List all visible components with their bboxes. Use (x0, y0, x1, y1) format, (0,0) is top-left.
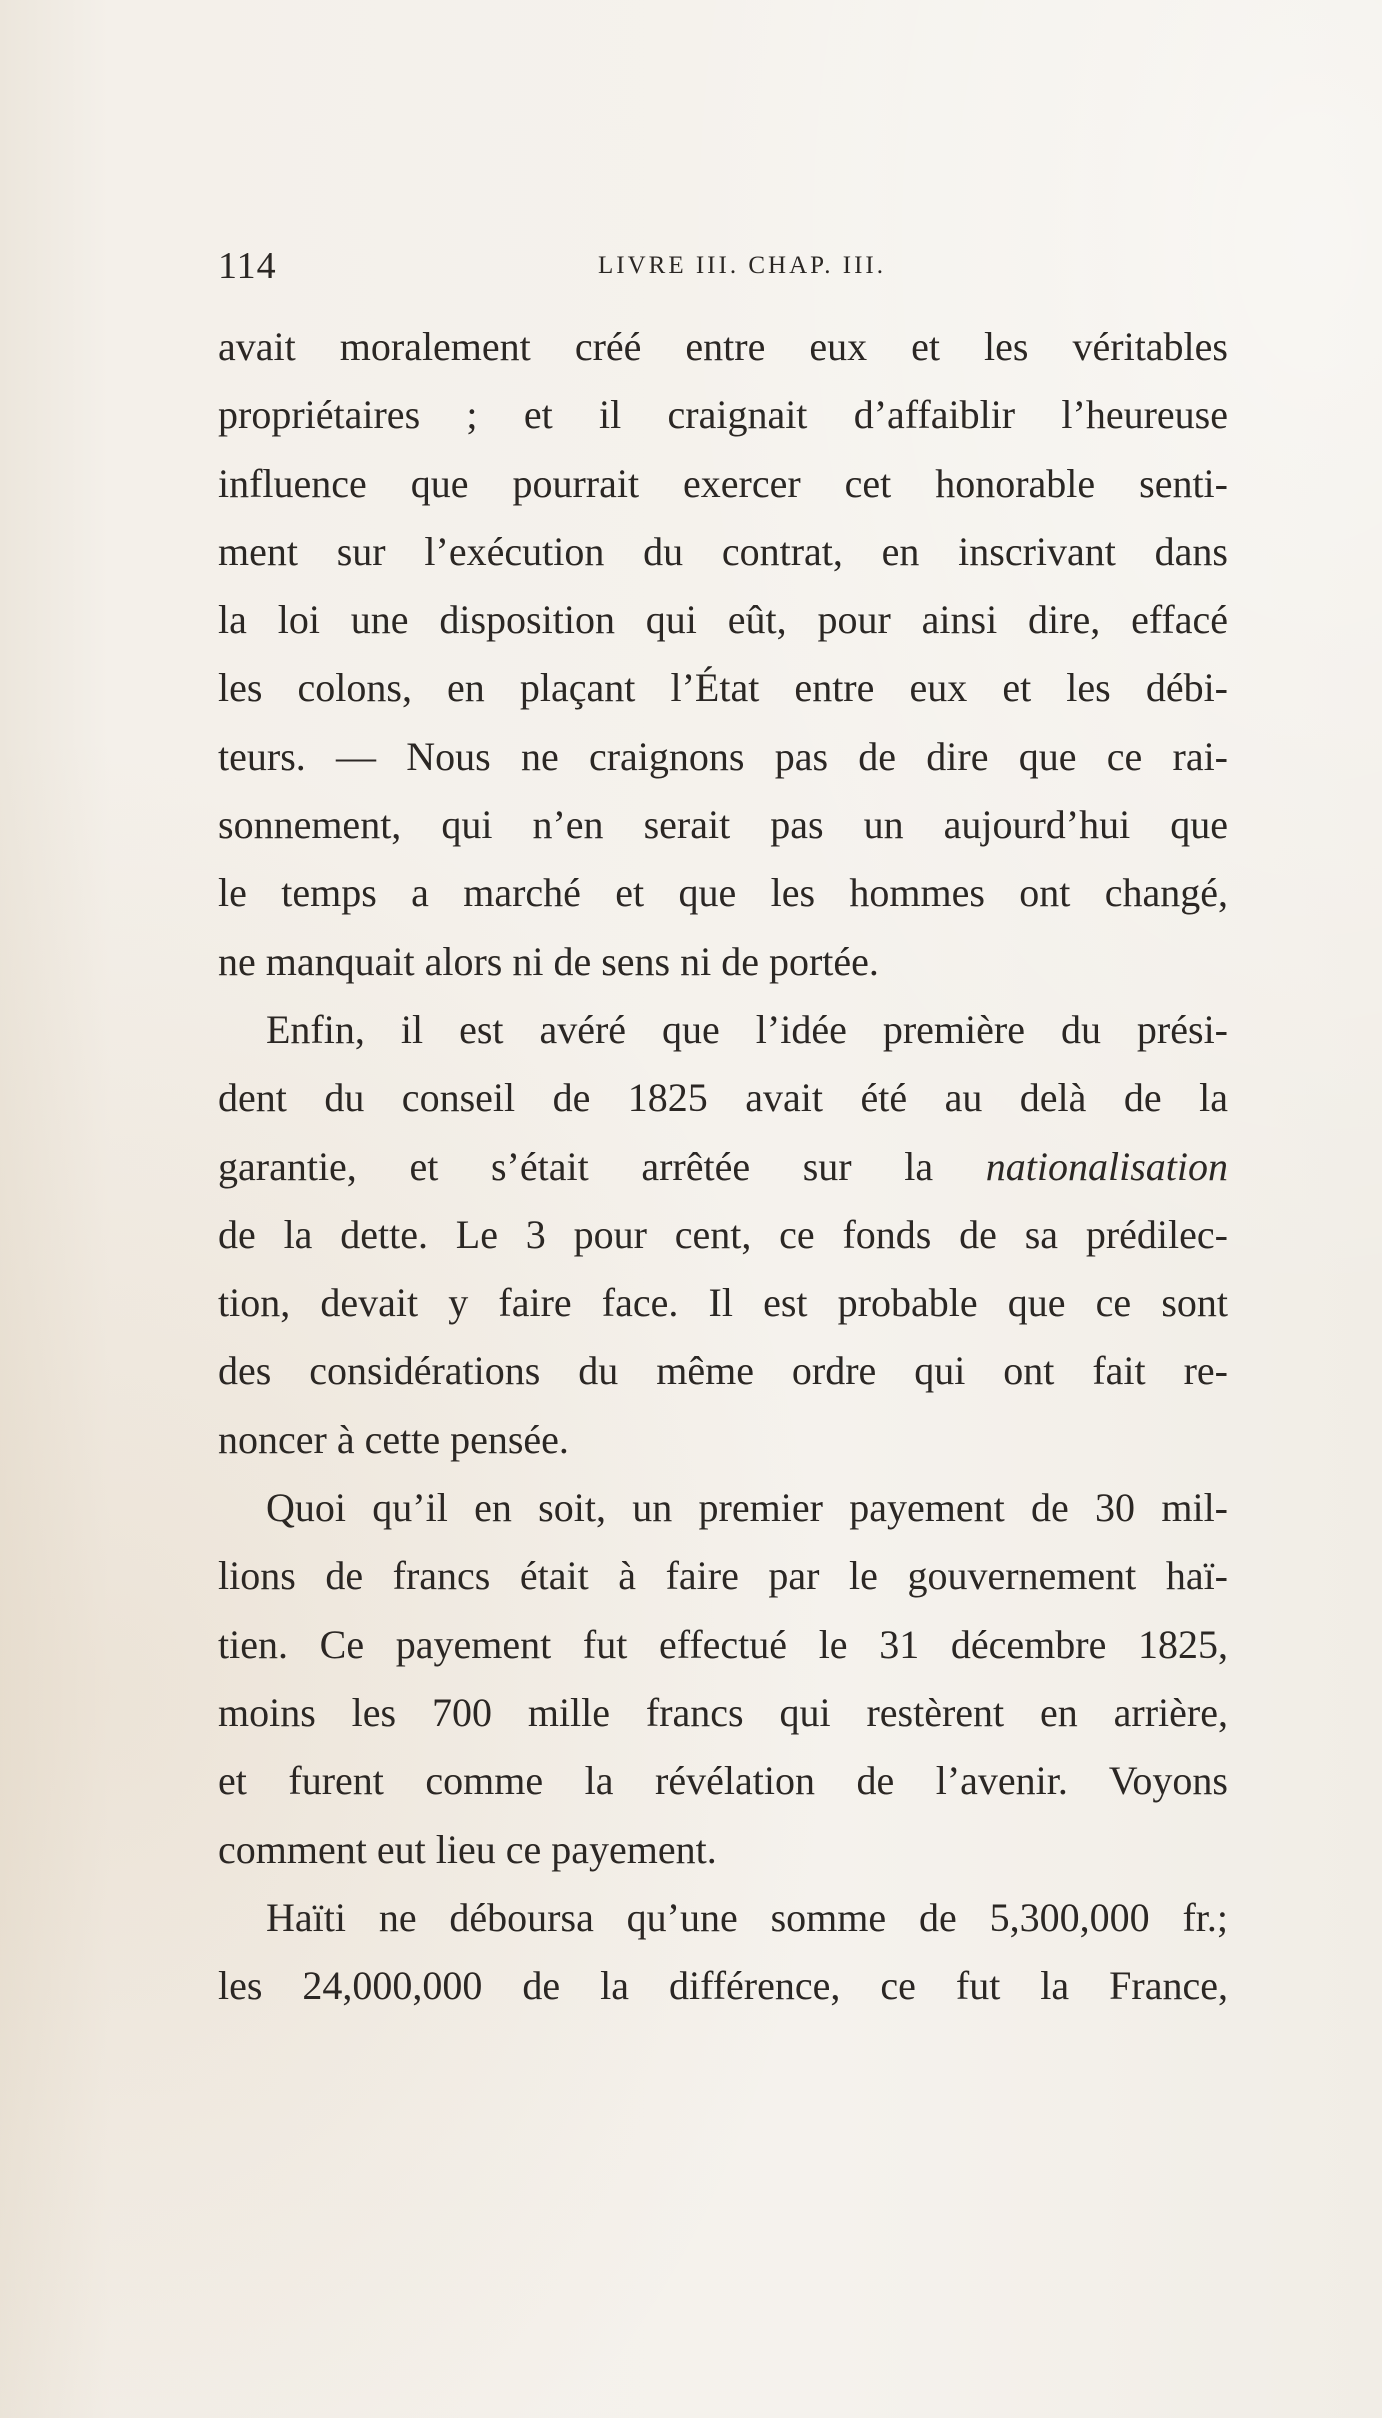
paragraph-end-line: comment eut lieu ce payement. (218, 1826, 717, 1872)
page-number: 114 (218, 245, 277, 287)
text-line: la loi une disposition qui eût, pour ainsi dire, effacé (218, 597, 1228, 643)
paragraph-end-line: noncer à cette pensée. (218, 1416, 569, 1462)
text-line: tion, devait y faire face. Il est probable que ce sont (218, 1280, 1228, 1326)
text-line: de la dette. Le 3 pour cent, ce fonds de sa prédilec- (218, 1211, 1228, 1257)
text-line: le temps a marché et que les hommes ont changé, (218, 870, 1228, 916)
text-line: ment sur l’exécution du contrat, en inscrivant dans (218, 528, 1228, 574)
paragraph-end-line: ne manquait alors ni de sens ni de portée. (218, 938, 879, 984)
text-line: teurs. — Nous ne craignons pas de dire que ce rai- (218, 733, 1228, 779)
body-text (218, 313, 1228, 2020)
italic-term: nationalisation (985, 1143, 1228, 1189)
paragraph-start-line: Haïti ne déboursa qu’une somme de 5,300,000 fr.; (266, 1894, 1228, 1940)
text-line: influence que pourrait exercer cet honorable senti- (218, 460, 1228, 506)
text-line: tien. Ce payement fut effectué le 31 décembre 1825, (218, 1621, 1228, 1667)
text-line: propriétaires ; et il craignait d’affaiblir l’heureuse (218, 392, 1228, 438)
text-line: moins les 700 mille francs qui restèrent en arrière, (218, 1689, 1228, 1735)
text-line: et furent comme la révélation de l’avenir. Voyons (218, 1758, 1228, 1804)
text-line: sonnement, qui n’en serait pas un aujourd’hui que (218, 802, 1228, 848)
text-line: avait moralement créé entre eux et les véritables (218, 324, 1228, 369)
text-line: des considérations du même ordre qui ont fait re- (218, 1348, 1228, 1394)
text-line: les 24,000,000 de la différence, ce fut la France, (218, 1963, 1228, 2009)
page-header (218, 244, 1226, 288)
text-line: les colons, en plaçant l’État entre eux et les débi- (218, 665, 1228, 711)
text-line: dent du conseil de 1825 avait été au delà de la (218, 1075, 1228, 1121)
paragraph-start-line: Quoi qu’il en soit, un premier payement de 30 mil- (266, 1485, 1228, 1531)
paragraph-start-line: Enfin, il est avéré que l’idée première du prési- (266, 1006, 1228, 1052)
running-head: LIVRE III. CHAP. III. (598, 252, 886, 279)
line-text: garantie, et s’était arrêtée sur la (218, 1143, 986, 1189)
text-line: lions de francs était à faire par le gouvernement haï- (218, 1553, 1228, 1599)
text-line (218, 1133, 1228, 1201)
